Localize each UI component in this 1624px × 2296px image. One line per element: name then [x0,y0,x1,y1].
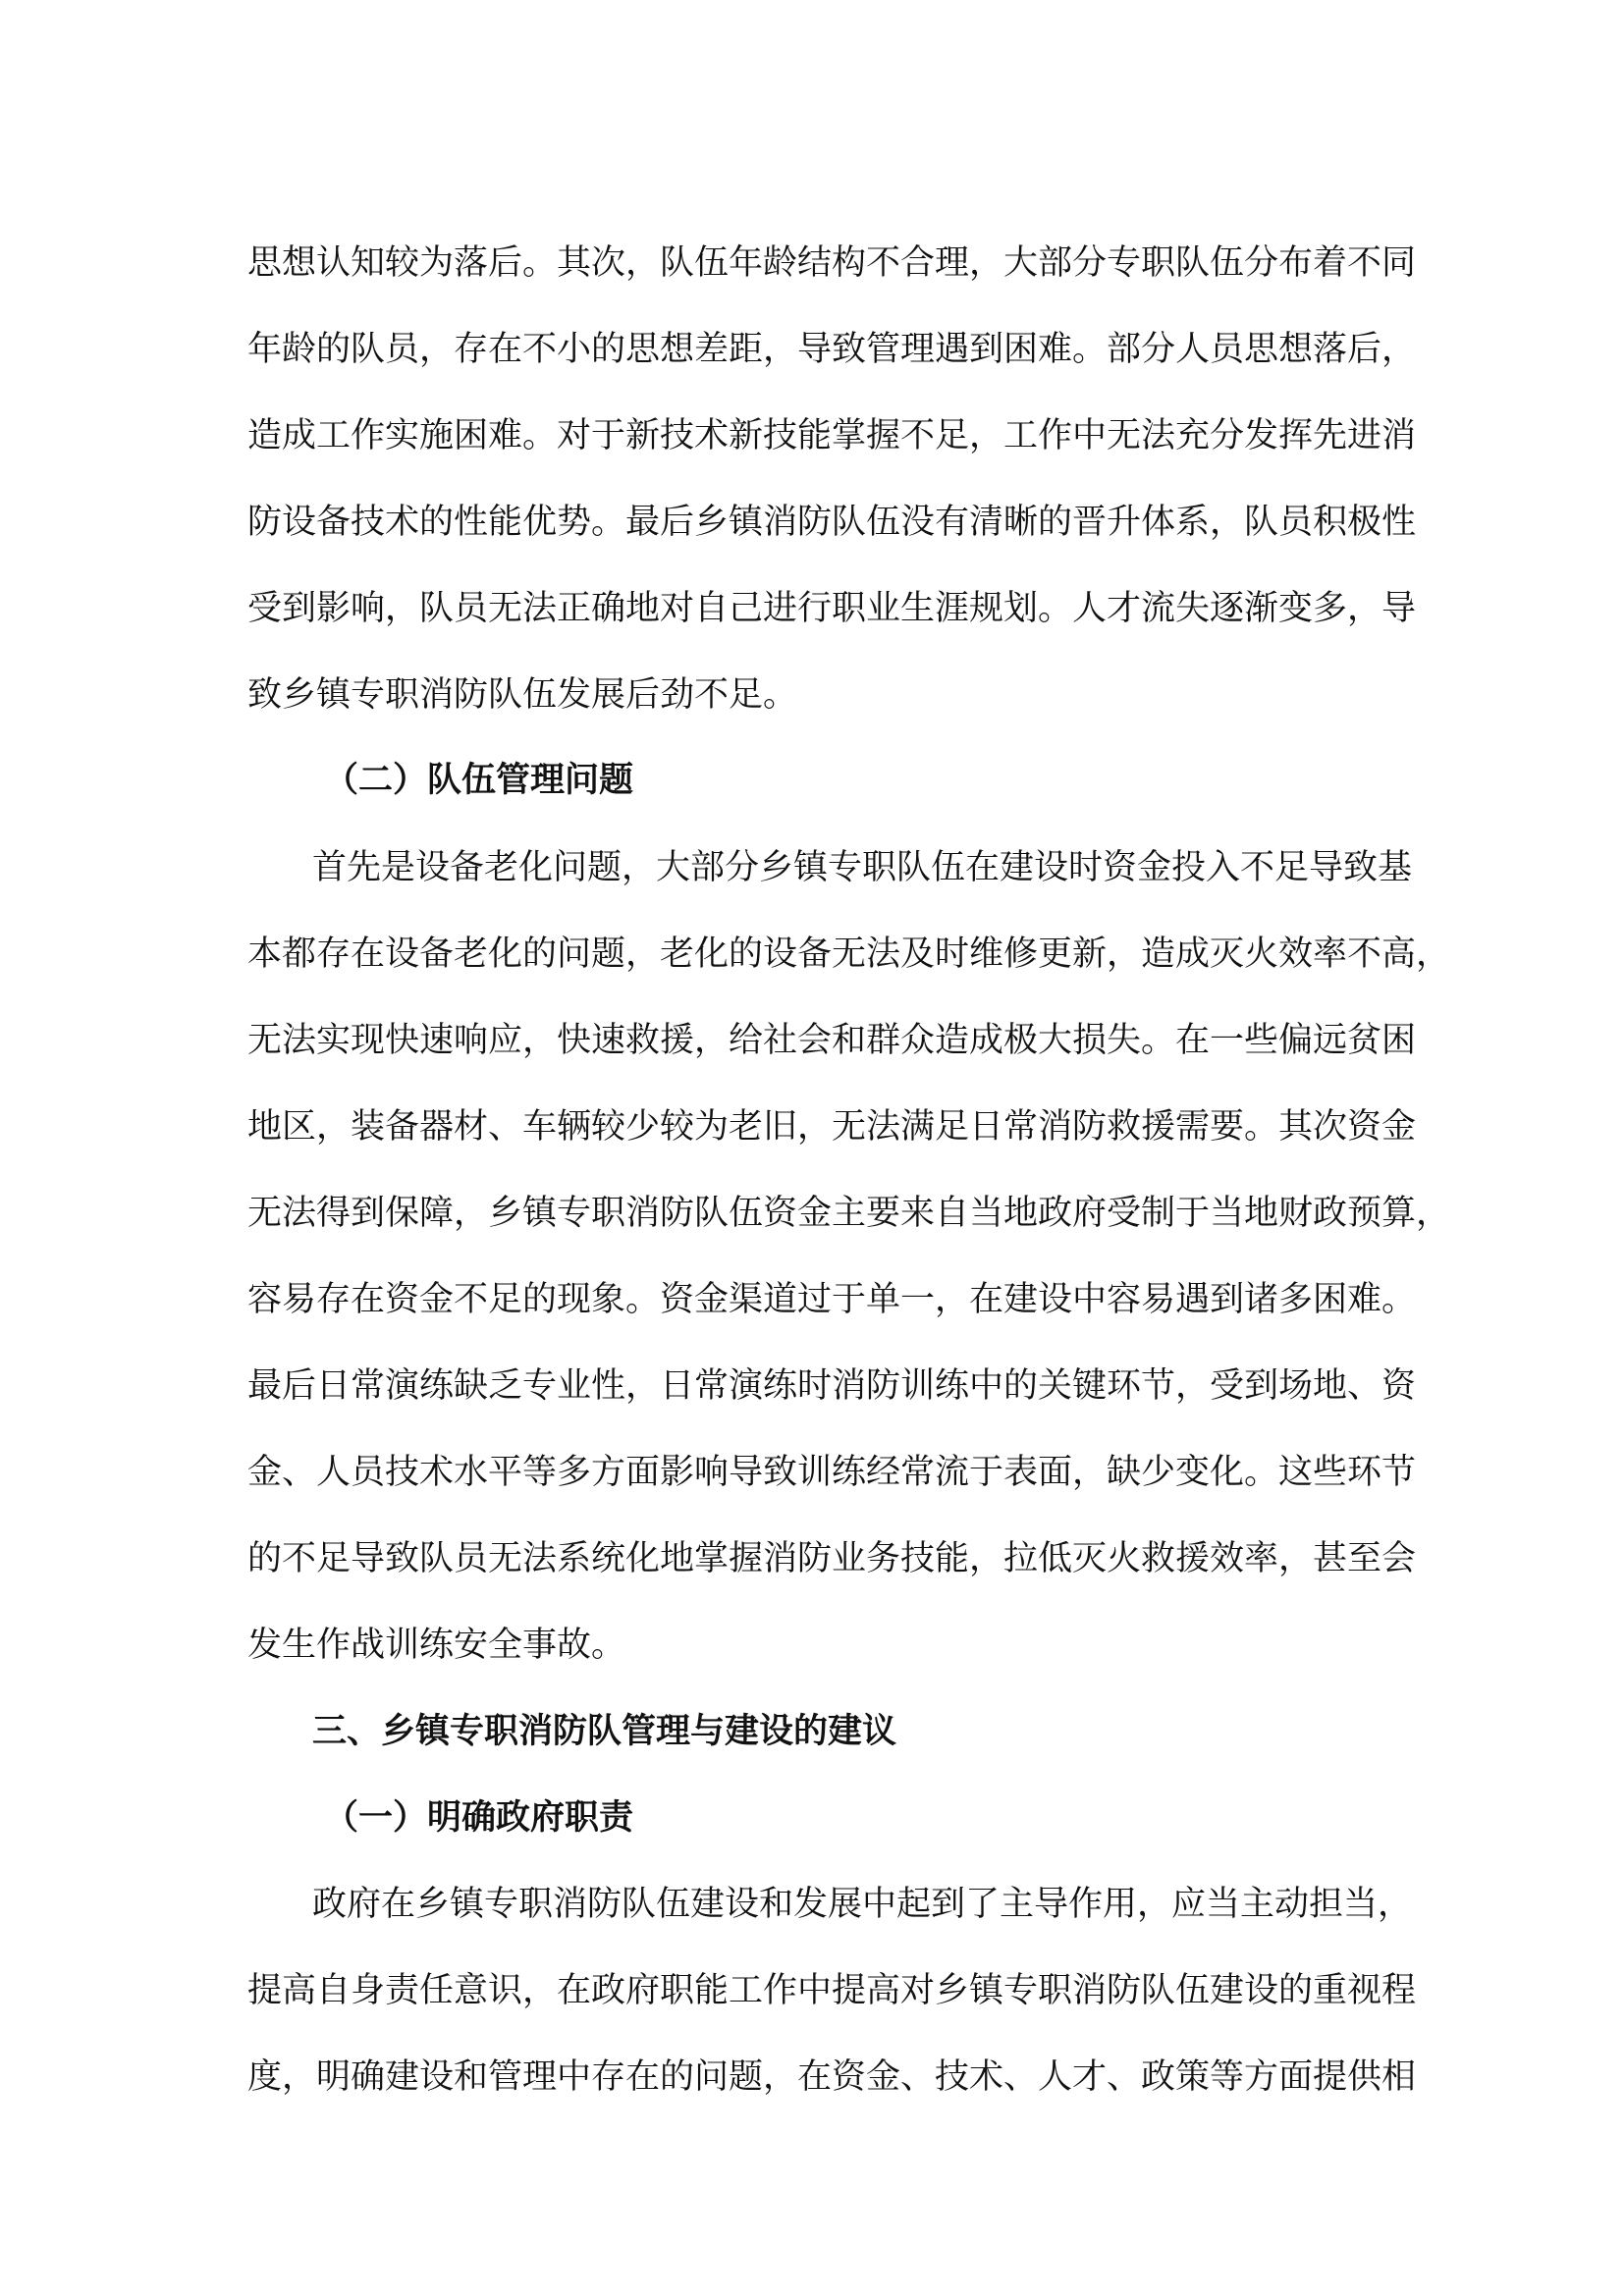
paragraph-line: 造成工作实施困难。对于新技术新技能掌握不足，工作中无法充分发挥先进消 [247,416,1417,455]
paragraph-line: 受到影响，队员无法正确地对自己进行职业生涯规划。人才流失逐渐变多，导 [247,589,1417,628]
paragraph-line: 的不足导致队员无法系统化地掌握消防业务技能，拉低灭火救援效率，甚至会 [247,1539,1417,1578]
paragraph-line: 致乡镇专职消防队伍发展后劲不足。 [247,675,798,715]
section-subheading: （一）明确政府职责 [324,1798,634,1838]
paragraph-line: 提高自身责任意识，在政府职能工作中提高对乡镇专职消防队伍建设的重视程 [247,1971,1417,2010]
paragraph-line: 无法得到保障，乡镇专职消防队伍资金主要来自当地政府受制于当地财政预算， [247,1194,1451,1233]
paragraph-line: 度，明确建设和管理中存在的问题，在资金、技术、人才、政策等方面提供相 [247,2057,1417,2097]
section-subheading: （二）队伍管理问题 [324,761,634,800]
paragraph-line: 容易存在资金不足的现象。资金渠道过于单一，在建设中容易遇到诸多困难。 [247,1280,1417,1319]
paragraph-line: 无法实现快速响应，快速救援，给社会和群众造成极大损失。在一些偏远贫困 [247,1021,1417,1060]
paragraph-line: 金、人员技术水平等多方面影响导致训练经常流于表面，缺少变化。这些环节 [247,1453,1417,1492]
section-heading: 三、乡镇专职消防队管理与建设的建议 [312,1712,897,1751]
paragraph-line: 思想认知较为落后。其次，队伍年龄结构不合理，大部分专职队伍分布着不同 [247,243,1417,283]
paragraph-line: 本都存在设备老化的问题，老化的设备无法及时维修更新，造成灭火效率不高， [247,934,1451,974]
paragraph-line: 防设备技术的性能优势。最后乡镇消防队伍没有清晰的晋升体系，队员积极性 [247,503,1417,542]
paragraph-line: 年龄的队员，存在不小的思想差距，导致管理遇到困难。部分人员思想落后， [247,330,1417,369]
paragraph-line: 首先是设备老化问题，大部分乡镇专职队伍在建设时资金投入不足导致基 [312,848,1413,887]
paragraph-line: 发生作战训练安全事故。 [247,1626,626,1665]
paragraph-line: 政府在乡镇专职消防队伍建设和发展中起到了主导作用，应当主动担当， [312,1885,1413,1924]
paragraph-line: 最后日常演练缺乏专业性，日常演练时消防训练中的关键环节，受到场地、资 [247,1366,1417,1406]
paragraph-line: 地区，装备器材、车辆较少较为老旧，无法满足日常消防救援需要。其次资金 [247,1107,1417,1147]
